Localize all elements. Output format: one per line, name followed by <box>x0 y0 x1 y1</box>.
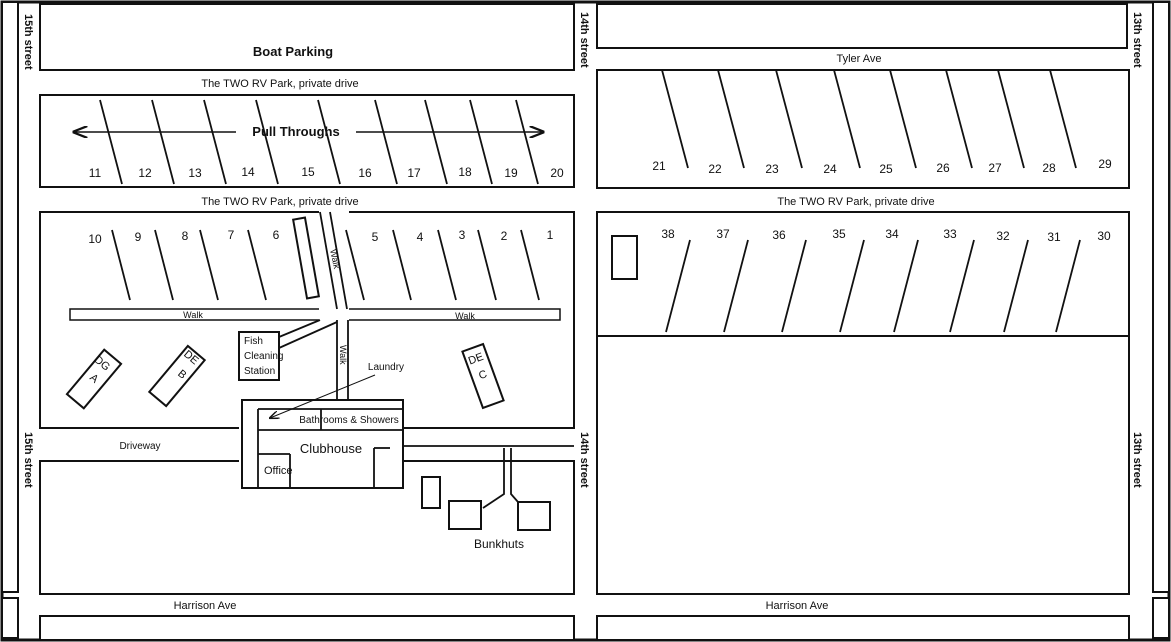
label-driveway: Driveway <box>119 441 161 452</box>
site-28[interactable]: 28 <box>1042 161 1056 175</box>
site-31[interactable]: 31 <box>1047 230 1061 244</box>
block-tyler-north <box>597 4 1127 48</box>
site-8[interactable]: 8 <box>181 229 189 243</box>
label-15th-street-top: 15th street <box>22 14 34 70</box>
block-right-edge-top <box>1153 2 1169 592</box>
site-12[interactable]: 12 <box>138 166 152 180</box>
site-36[interactable]: 36 <box>772 228 786 242</box>
dump-station-b-line1: DE <box>181 348 201 368</box>
site-9[interactable]: 9 <box>134 230 142 244</box>
block-right-edge-bottom <box>1153 598 1169 638</box>
block-left-edge-bottom <box>2 598 18 638</box>
site-33[interactable]: 33 <box>943 227 957 241</box>
site-29[interactable]: 29 <box>1098 157 1112 171</box>
site-23[interactable]: 23 <box>765 162 779 176</box>
site-25[interactable]: 25 <box>879 162 893 176</box>
site-16[interactable]: 16 <box>358 166 372 180</box>
label-private-drive-3: The TWO RV Park, private drive <box>777 196 935 208</box>
site-21[interactable]: 21 <box>652 159 666 173</box>
label-boat-parking: Boat Parking <box>252 44 334 59</box>
block-lower-right <box>597 336 1129 594</box>
site-4[interactable]: 4 <box>416 230 424 244</box>
site-10[interactable]: 10 <box>88 232 102 246</box>
label-walk-left: Walk <box>183 310 203 320</box>
walk-strip-right <box>348 309 560 320</box>
site-26[interactable]: 26 <box>936 161 950 175</box>
dump-station-b-line2: B <box>175 367 189 382</box>
label-pull-throughs: Pull Throughs <box>252 124 340 139</box>
site-5[interactable]: 5 <box>371 230 379 244</box>
label-bathrooms: Bathrooms & Showers <box>299 415 399 426</box>
label-harrison-ave-left: Harrison Ave <box>173 600 237 612</box>
site-34[interactable]: 34 <box>885 227 899 241</box>
label-bunkhuts: Bunkhuts <box>473 537 525 551</box>
site-7[interactable]: 7 <box>227 228 235 242</box>
block-harrison-south-left <box>40 616 574 640</box>
bunkhut-right <box>518 502 550 530</box>
site-17[interactable]: 17 <box>407 166 421 180</box>
label-15th-street-bottom: 15th street <box>22 432 34 488</box>
label-walk-lower: Walk <box>338 345 348 365</box>
site-32[interactable]: 32 <box>996 229 1010 243</box>
block-boat-parking <box>40 4 574 70</box>
site-37[interactable]: 37 <box>716 227 730 241</box>
bunkhut-left <box>449 501 481 529</box>
label-clubhouse: Clubhouse <box>299 441 363 456</box>
site-3[interactable]: 3 <box>458 228 466 242</box>
dump-station-c-line1: DE <box>466 350 486 368</box>
site-30[interactable]: 30 <box>1097 229 1111 243</box>
site-13[interactable]: 13 <box>188 166 202 180</box>
label-13th-street-bottom: 13th street <box>1131 432 1143 488</box>
block-left-edge-top <box>2 2 18 592</box>
dump-station-c-line2: C <box>477 368 489 383</box>
label-walk-upper: Walk <box>328 248 342 270</box>
block-harrison-south-right <box>597 616 1129 640</box>
label-fish-1: Fish <box>244 336 263 347</box>
empty-lot-box <box>612 236 637 279</box>
site-18[interactable]: 18 <box>458 165 472 179</box>
label-tyler-ave: Tyler Ave <box>836 53 882 65</box>
site-24[interactable]: 24 <box>823 162 837 176</box>
label-laundry: Laundry <box>367 362 405 373</box>
label-fish-3: Station <box>244 366 276 377</box>
label-private-drive-1: The TWO RV Park, private drive <box>201 78 359 90</box>
dump-station-a-line1: DG <box>91 353 113 374</box>
label-14th-street-top: 14th street <box>578 12 590 68</box>
label-harrison-ave-right: Harrison Ave <box>765 600 829 612</box>
site-35[interactable]: 35 <box>832 227 846 241</box>
bunkhut-small <box>422 477 440 508</box>
site-11[interactable]: 11 <box>88 166 102 180</box>
label-14th-street-bottom: 14th street <box>578 432 590 488</box>
site-19[interactable]: 19 <box>504 166 518 180</box>
site-6[interactable]: 6 <box>272 228 280 242</box>
site-1[interactable]: 1 <box>546 228 554 242</box>
site-38[interactable]: 38 <box>661 227 675 241</box>
site-15[interactable]: 15 <box>301 165 315 179</box>
site-20[interactable]: 20 <box>550 166 564 180</box>
site-27[interactable]: 27 <box>988 161 1002 175</box>
label-fish-2: Cleaning <box>244 351 284 362</box>
label-walk-right: Walk <box>455 311 475 321</box>
dump-station-a-line2: A <box>87 371 101 386</box>
label-office: Office <box>264 465 293 477</box>
site-22[interactable]: 22 <box>708 162 722 176</box>
label-private-drive-2: The TWO RV Park, private drive <box>201 196 359 208</box>
site-14[interactable]: 14 <box>241 165 255 179</box>
label-13th-street-top: 13th street <box>1131 12 1143 68</box>
site-2[interactable]: 2 <box>500 229 508 243</box>
